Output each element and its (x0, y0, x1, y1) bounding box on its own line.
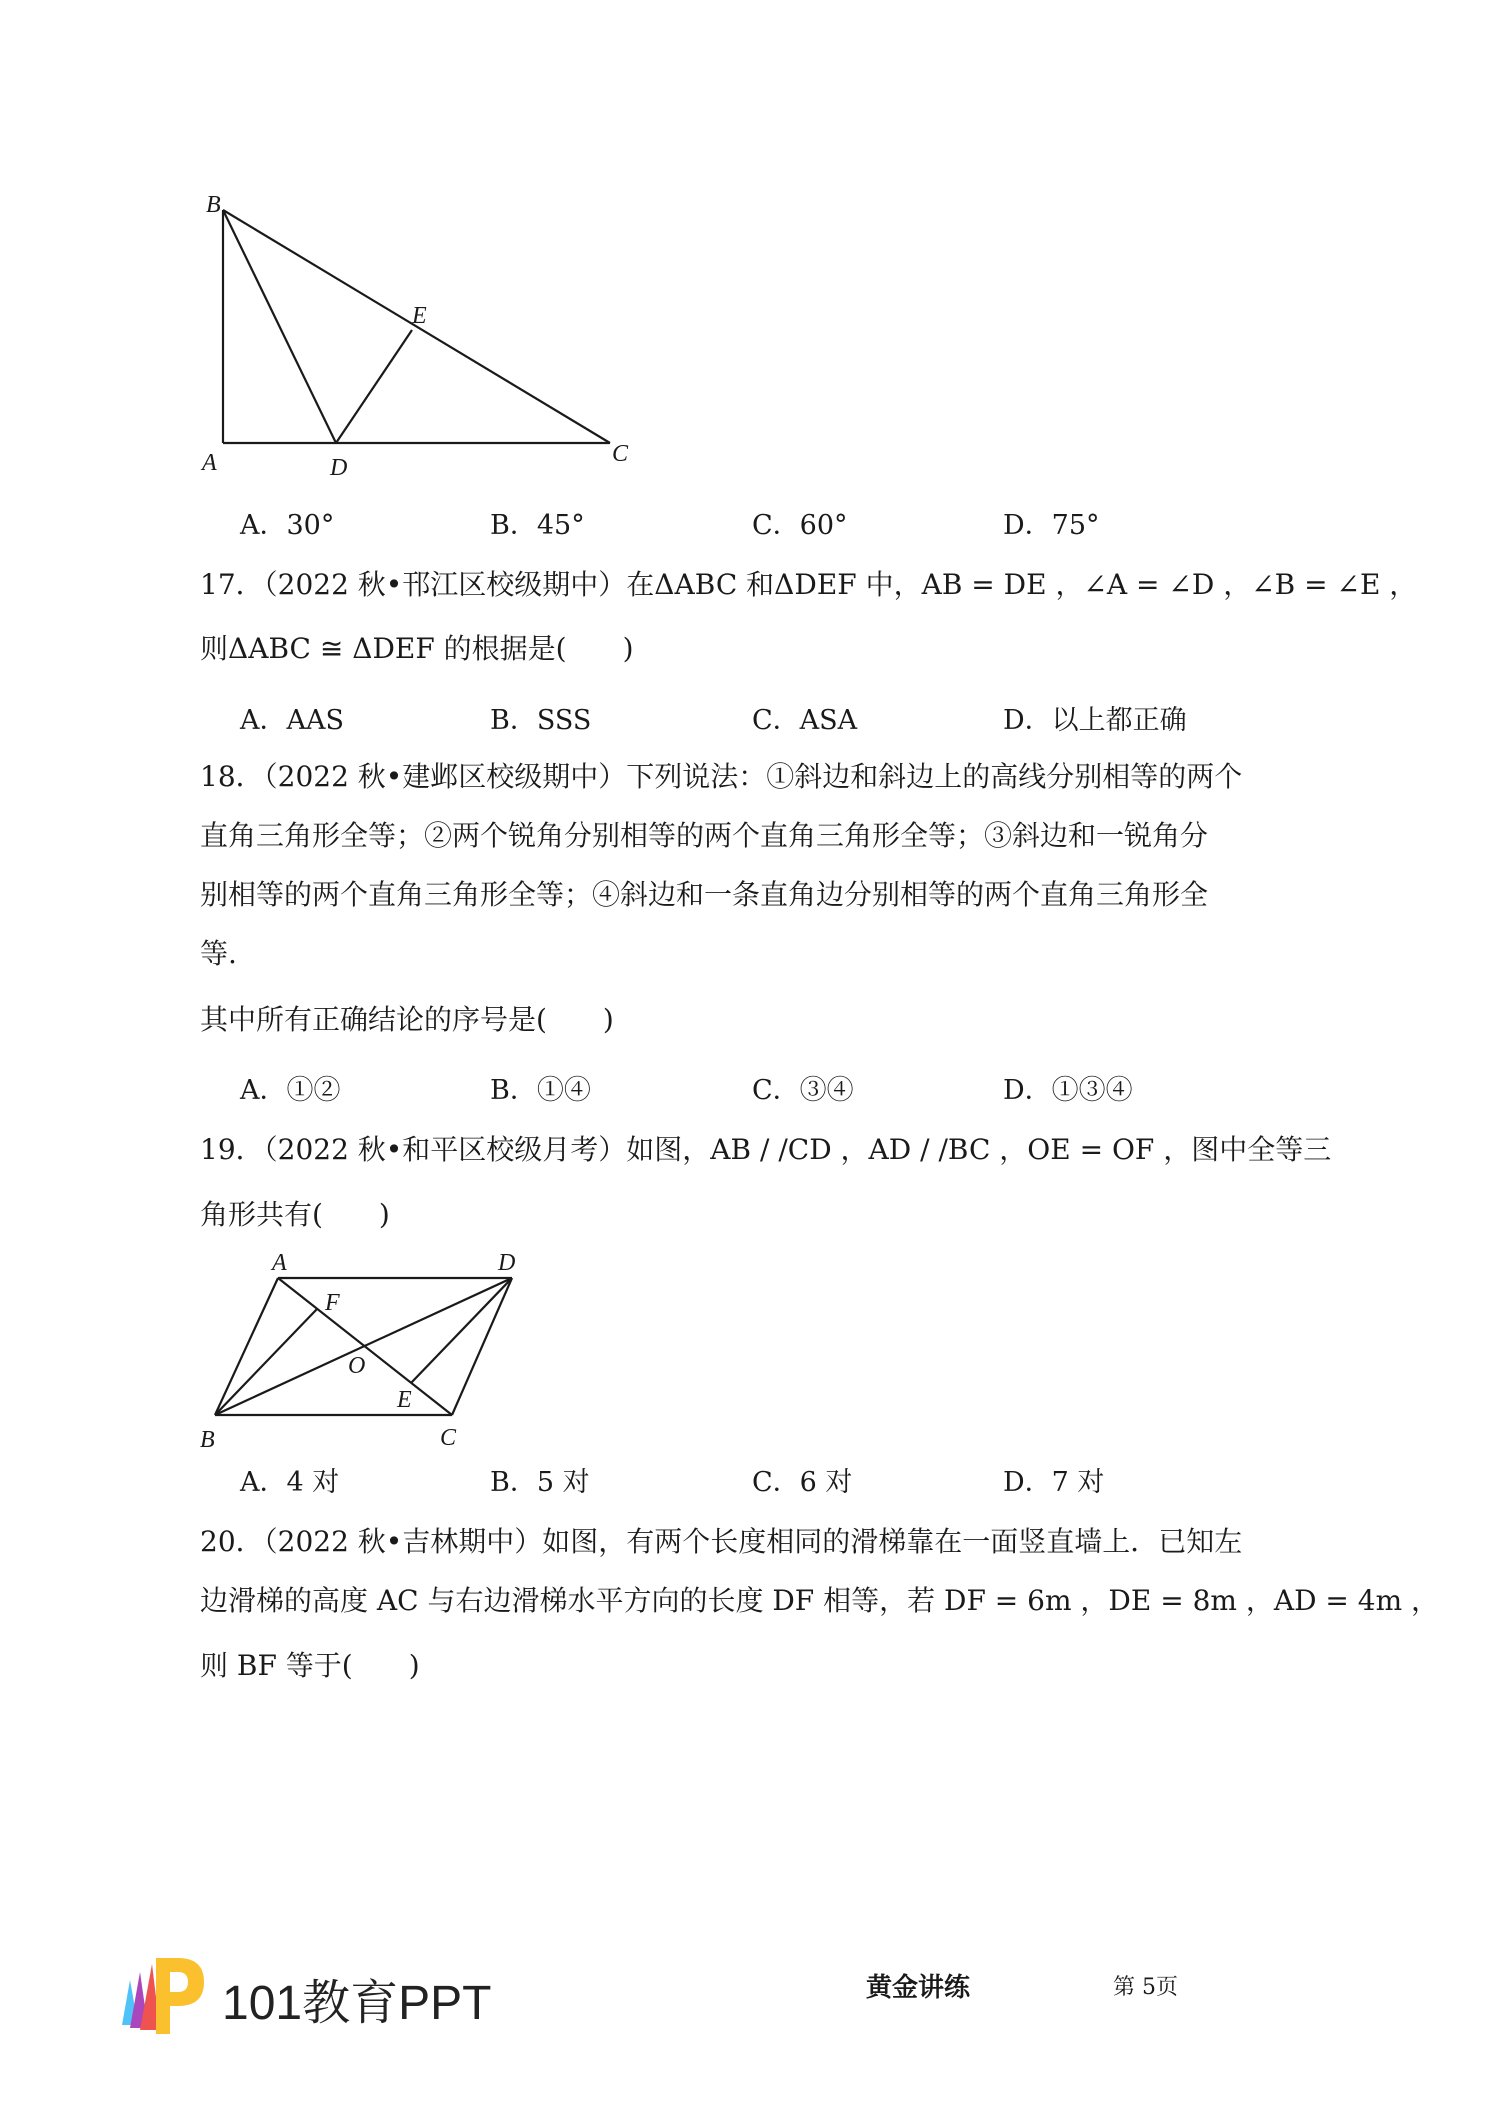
q18-stem-line5: 其中所有正确结论的序号是( ) (200, 1003, 614, 1036)
q18-stem-line3: 别相等的两个直角三角形全等；④斜边和一条直角边分别相等的两个直角三角形全 (200, 878, 1209, 911)
label-d: D (498, 1250, 516, 1276)
segment-de (336, 330, 412, 443)
q16-option-b: B．45° (490, 510, 585, 541)
label-e: E (397, 1387, 412, 1413)
q20-stem-line3: 则 BF 等于( ) (200, 1649, 420, 1682)
label-e: E (412, 303, 427, 329)
label-b: B (206, 192, 221, 218)
segment-dc (452, 1278, 512, 1415)
q16-option-c: C．60° (752, 510, 848, 541)
footer-logo (112, 1950, 532, 2040)
segment-ac (278, 1278, 452, 1415)
logo-text: 101教育PPT (222, 1977, 492, 2030)
q19-stem-line1: 19．（2022 秋•和平区校级月考）如图，AB / /CD ，AD / /BC ，OE = OF ，图中全等三 (200, 1133, 1332, 1166)
q17-stem-line2: 则ΔABC ≅ ΔDEF 的根据是( ) (200, 632, 634, 665)
label-a: A (272, 1250, 287, 1276)
q18-option-b: B．①④ (490, 1075, 591, 1106)
q17-stem-line1: 17．（2022 秋•邗江区校级期中）在ΔABC 和ΔDEF 中，AB = DE ，∠A = ∠D ，∠B = ∠E ， (200, 568, 1418, 601)
q17-option-b: B．SSS (490, 705, 592, 736)
footer-title: 黄金讲练 (866, 1973, 971, 2003)
figure-parallelogram-abcd (190, 1250, 550, 1460)
q18-option-a: A．①② (240, 1075, 341, 1106)
q20-stem-line1: 20．（2022 秋•吉林期中）如图，有两个长度相同的滑梯靠在一面竖直墙上．已知左 (200, 1525, 1243, 1558)
q19-stem-line2: 角形共有( ) (200, 1198, 390, 1231)
label-d: D (330, 455, 348, 481)
segment-bf (215, 1309, 317, 1415)
segment-de (411, 1278, 512, 1383)
q20-stem-line2: 边滑梯的高度 AC 与右边滑梯水平方向的长度 DF 相等，若 DF = 6m ，DE = 8m ，AD = 4m ， (200, 1584, 1440, 1617)
q18-stem-line4: 等. (200, 937, 237, 970)
figure-triangle-abc (190, 190, 650, 490)
label-a: A (202, 450, 217, 476)
q16-option-a: A．30° (240, 510, 335, 541)
q18-stem-line1: 18．（2022 秋•建邺区校级期中）下列说法：①斜边和斜边上的高线分别相等的两个 (200, 760, 1243, 793)
q19-option-d: D．7 对 (1003, 1467, 1105, 1498)
q16-option-d: D．75° (1003, 510, 1100, 541)
q19-option-c: C．6 对 (752, 1467, 853, 1498)
label-o: O (348, 1353, 366, 1379)
label-b: B (200, 1427, 215, 1453)
q18-option-c: C．③④ (752, 1075, 854, 1106)
logo-icon (112, 1950, 208, 2040)
q17-option-c: C．ASA (752, 705, 858, 736)
label-c: C (440, 1425, 457, 1451)
q17-option-d: D．以上都正确 (1003, 705, 1187, 736)
q18-option-d: D．①③④ (1003, 1075, 1133, 1106)
footer-page-number: 第 5页 (1113, 1975, 1178, 2000)
q18-stem-line2: 直角三角形全等；②两个锐角分别相等的两个直角三角形全等；③斜边和一锐角分 (200, 819, 1209, 852)
q19-option-b: B．5 对 (490, 1467, 590, 1498)
segment-ba (215, 1278, 278, 1415)
label-c: C (612, 441, 629, 467)
q17-option-a: A．AAS (240, 705, 344, 736)
q19-option-a: A．4 对 (240, 1467, 340, 1498)
label-f: F (325, 1290, 340, 1316)
